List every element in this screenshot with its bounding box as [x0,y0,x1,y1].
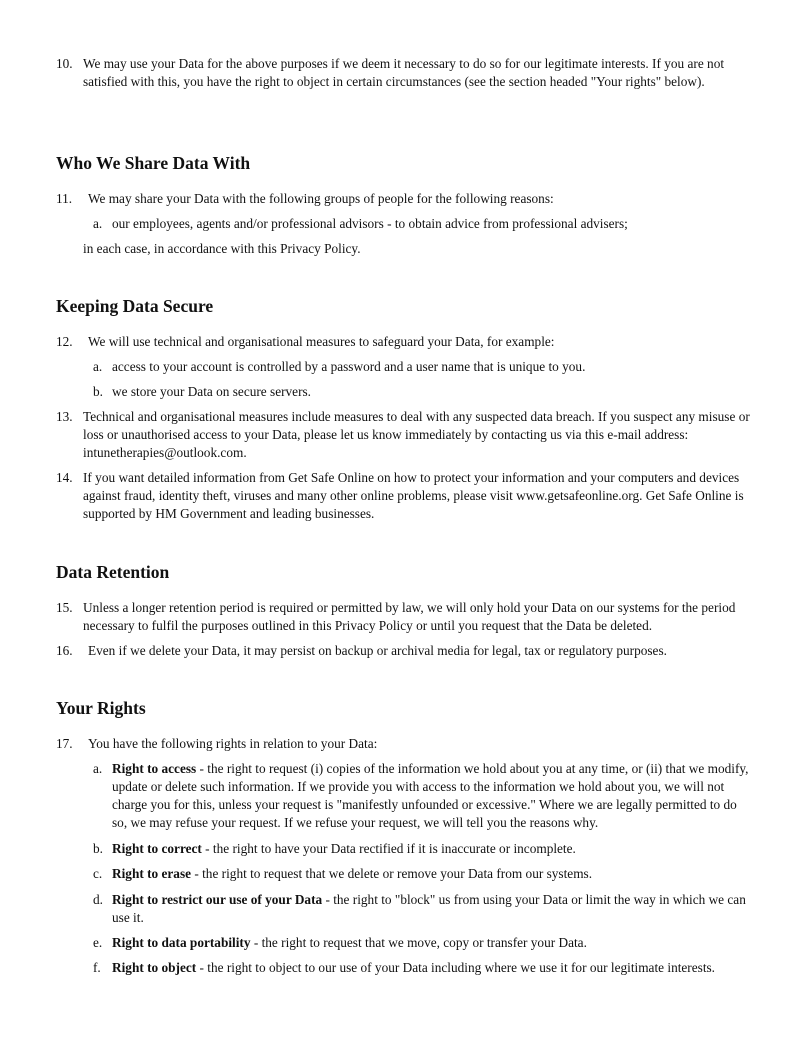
right-description: - the right to object to our use of your Data including where we use it for our legitimate interests. [196,960,716,975]
right-title: Right to restrict our use of your Data [112,892,323,907]
right-description: - the right to request (i) copies of the information we hold about you at any time, or (ii) that we modify, update or delete such information. If we provide you with access to the information we hold about you, we will not charge you for this, unless your request is "manifestly unfounded or excessive." Where we are legally permitted to do so, we may refuse your request. If we refuse your request, we will tell you the reasons why. [112,761,749,830]
clause-text: We will use technical and organisational measures to safeguard your Data, for example: [88,334,555,349]
clause-10 [56,55,751,91]
section-heading-rights: Your Rights [56,698,146,718]
clause-number: 17. [56,736,73,751]
subclause-letter: b. [93,384,103,399]
clause-11a [93,215,753,233]
right-object [93,959,753,977]
right-correct [93,840,753,858]
clause-12a [93,358,753,376]
subclause-text [112,865,753,883]
clause-text: If you want detailed information from Get Safe Online on how to protect your information and your computers and devices against fraud, identity theft, viruses and many other online problems, please visit www.getsafeonline.org. Get Safe Online is supported by HM Government and leading businesses. [83,470,744,521]
right-title: Right to erase [112,866,192,881]
clause-text: You have the following rights in relation to your Data: [88,736,378,751]
clause-text: We may share your Data with the following groups of people for the following reasons: [88,191,554,206]
clause-number: 12. [56,334,73,349]
subclause-letter: f. [93,960,101,975]
right-portability [93,934,753,952]
subclause-text [112,891,753,927]
clause-number: 15. [56,600,73,615]
clause-number: 16. [56,643,73,658]
clause-17 [56,735,751,753]
subclause-text [112,934,753,952]
section-heading-secure: Keeping Data Secure [56,296,214,316]
clause-16 [56,642,751,660]
right-restrict [93,891,753,927]
right-access [93,760,753,832]
clause-12b [93,383,753,401]
right-title: Right to access [112,761,197,776]
subclause-letter: e. [93,935,103,950]
subclause-text [112,840,753,858]
clause-text: Unless a longer retention period is required or permitted by law, we will only hold your Data on our systems for the period necessary to fulfil the purposes outlined in this Privacy Policy or until you request that the Data be deleted. [83,600,736,633]
right-title: Right to correct [112,841,202,856]
clause-text: We may use your Data for the above purposes if we deem it necessary to do so for our legitimate interests. If you are not satisfied with this, you have the right to object in certain circumstances (see the section headed "Your rights" below). [83,56,725,89]
subclause-text [112,760,753,832]
subclause-text: our employees, agents and/or professional advisors - to obtain advice from professional advisers; [112,216,628,231]
subclause-text [112,959,753,977]
right-description: - the right to have your Data rectified if it is inaccurate or incomplete. [201,841,576,856]
right-description: - the right to request that we move, copy or transfer your Data. [250,935,587,950]
right-description: - the right to request that we delete or remove your Data from our systems. [191,866,593,881]
subclause-letter: c. [93,866,103,881]
subclause-letter: d. [93,892,103,907]
clause-number: 14. [56,470,73,485]
right-erase [93,865,753,883]
section-heading-retention: Data Retention [56,562,170,582]
section-heading-share: Who We Share Data With [56,153,251,173]
subclause-letter: a. [93,216,103,231]
clause-13 [56,408,751,462]
right-title: Right to object [112,960,197,975]
clause-number: 11. [56,191,73,206]
clause-number: 13. [56,409,73,424]
clause-text: Technical and organisational measures include measures to deal with any suspected data breach. If you suspect any misuse or loss or unauthorised access to your Data, please let us know immediately by contacting us via this e-mail address: intunetherapies@outlook.com. [83,409,750,460]
right-description: - the right to "block" us from using your Data or limit the way in which we can use it. [112,892,746,925]
clause-12 [56,333,751,351]
clause-number: 10. [56,56,73,71]
subclause-text: we store your Data on secure servers. [112,384,312,399]
clause-11 [56,190,751,208]
subclause-letter: b. [93,841,103,856]
clause-15 [56,599,751,635]
subclause-text: access to your account is controlled by a password and a user name that is unique to you. [112,359,586,374]
clause-text: Even if we delete your Data, it may persist on backup or archival media for legal, tax or regulatory purposes. [88,643,667,658]
subclause-letter: a. [93,359,103,374]
subclause-letter: a. [93,761,103,776]
clause-14 [56,469,751,523]
clause-11-tail: in each case, in accordance with this Privacy Policy. [83,241,361,256]
right-title: Right to data portability [112,935,251,950]
